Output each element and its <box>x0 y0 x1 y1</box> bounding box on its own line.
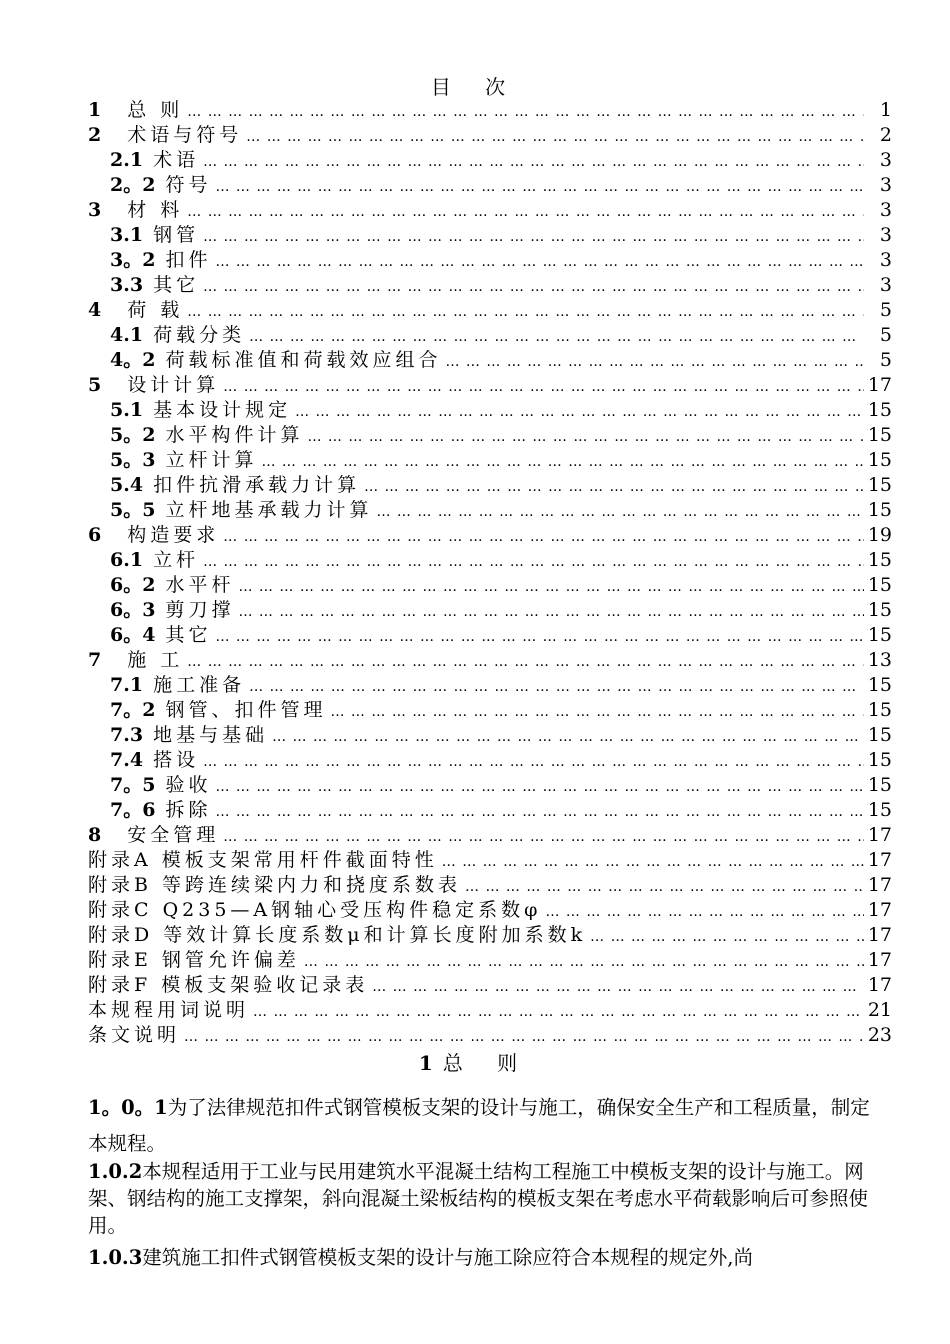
toc-leader-dots <box>442 850 864 873</box>
toc-entry-page: 2 <box>879 124 892 146</box>
toc-entry <box>88 723 892 748</box>
toc-entry-page: 3 <box>879 249 892 271</box>
paragraph-1-0-1 <box>88 1090 888 1162</box>
toc-leader-dots <box>223 375 864 398</box>
toc-leader-dots <box>203 550 864 573</box>
toc-entry-label: 扣件 <box>165 249 212 271</box>
toc-leader-dots <box>295 400 864 423</box>
toc-entry-label: 荷载分类 <box>153 324 246 346</box>
toc-entry-number: 5.1 <box>110 399 144 421</box>
toc-entry-number: 1 <box>88 99 102 121</box>
toc-entry-number: 7.4 <box>110 749 144 771</box>
toc-entry-page: 15 <box>867 499 892 521</box>
toc-leader-dots <box>330 700 863 723</box>
toc-leader-dots <box>215 250 864 273</box>
toc-entry <box>88 973 892 998</box>
toc-entry-label: 安全管理 <box>127 824 220 846</box>
toc-entry-label: 荷 载 <box>127 299 184 321</box>
toc-entry-number: 2 <box>88 124 102 146</box>
toc-entry-label: 钢管 <box>153 224 200 246</box>
toc-entry-label: 附录A 模板支架常用杆件截面特性 <box>88 849 438 871</box>
toc-entry-number: 3。2 <box>110 249 156 271</box>
toc-entry-number: 6.1 <box>110 549 144 571</box>
toc-entry <box>88 898 892 923</box>
toc-entry <box>88 298 892 323</box>
toc-entry-page: 17 <box>867 899 892 921</box>
toc-leader-dots <box>203 225 864 248</box>
toc-leader-dots <box>238 600 863 623</box>
toc-entry-page: 3 <box>879 199 892 221</box>
toc-entry <box>88 448 892 473</box>
toc-entry-page: 15 <box>867 774 892 796</box>
toc-entry-number: 7 <box>88 649 102 671</box>
toc-entry-page: 15 <box>867 549 892 571</box>
toc-entry-label: 符号 <box>165 174 212 196</box>
toc-entry-page: 17 <box>867 924 892 946</box>
toc-entry-number: 4.1 <box>110 324 144 346</box>
toc-leader-dots <box>223 525 864 548</box>
toc-entry-page: 23 <box>867 1024 892 1046</box>
toc-leader-dots <box>249 325 864 348</box>
toc-entry-page: 15 <box>867 724 892 746</box>
toc-entry-page: 15 <box>867 449 892 471</box>
toc-entry-number: 2。2 <box>110 174 156 196</box>
toc-entry-label: 立杆计算 <box>165 449 258 471</box>
toc-entry-page: 21 <box>867 999 892 1021</box>
toc-leader-dots <box>465 875 864 898</box>
toc-leader-dots <box>215 625 863 648</box>
toc-entry-number: 6。2 <box>110 574 156 596</box>
toc-entry <box>88 848 892 873</box>
clause-text: 建筑施工扣件式钢管模板支架的设计与施工除应符合本规程的规定外,尚 <box>142 1246 753 1269</box>
toc-entry-page: 5 <box>879 324 892 346</box>
toc-entry <box>88 498 892 523</box>
toc-title: 目 次 <box>430 75 520 99</box>
toc-entry <box>88 523 892 548</box>
toc-entry-label: 水平杆 <box>165 574 235 596</box>
toc-entry <box>88 373 892 398</box>
toc-entry-number: 6 <box>88 524 102 546</box>
toc-entry-label: 本规程用词说明 <box>88 999 250 1021</box>
clause-number: 1。0。1 <box>88 1096 168 1119</box>
toc-entry-number: 4 <box>88 299 102 321</box>
clause-text: 本规程适用于工业与民用建筑水平混凝土结构工程施工中模板支架的设计与施工。网架、钢结构的施工支撑架，斜向混凝土梁板结构的模板支架在考虑水平荷载影响后可参照使用。 <box>88 1160 869 1237</box>
toc-entry-page: 5 <box>879 349 892 371</box>
clause-number: 1.0.2 <box>88 1160 143 1183</box>
toc-entry <box>88 598 892 623</box>
toc-entry <box>88 148 892 173</box>
toc-entry <box>88 423 892 448</box>
toc-entry-label: 施 工 <box>127 649 184 671</box>
toc-entry-label: 施工准备 <box>153 674 246 696</box>
toc-entry-page: 5 <box>879 299 892 321</box>
toc-entry <box>88 648 892 673</box>
toc-entry-label: 附录B 等跨连续梁内力和挠度系数表 <box>88 874 462 896</box>
toc-entry-label: 附录F 模板支架验收记录表 <box>88 974 369 996</box>
clause-text: 为了法律规范扣件式钢管模板支架的设计与施工，确保安全生产和工程质量，制定本规程。 <box>88 1096 870 1155</box>
toc-entry-label: 附录D 等效计算长度系数μ和计算长度附加系数k <box>88 924 587 946</box>
toc-entry-number: 3 <box>88 199 102 221</box>
toc-entry <box>88 98 892 123</box>
toc-entry-label: 基本设计规定 <box>153 399 292 421</box>
toc-entry-page: 19 <box>867 524 892 546</box>
toc-entry-number: 6。3 <box>110 599 156 621</box>
toc-entry-label: 立杆 <box>153 549 200 571</box>
toc-entry-label: 钢管、扣件管理 <box>165 699 327 721</box>
toc-entry-page: 15 <box>867 799 892 821</box>
toc-entry-page: 17 <box>867 824 892 846</box>
clause-number: 1.0.3 <box>88 1246 143 1269</box>
toc-leader-dots <box>272 725 864 748</box>
toc-entry-number: 8 <box>88 824 102 846</box>
toc-entry-page: 17 <box>867 974 892 996</box>
toc-entry <box>88 998 892 1023</box>
toc-entry-number: 5。5 <box>110 499 156 521</box>
toc-leader-dots <box>215 800 863 823</box>
toc-entry <box>88 673 892 698</box>
toc-entry-label: 剪刀撑 <box>165 599 235 621</box>
toc-entry <box>88 948 892 973</box>
toc-leader-dots <box>249 675 864 698</box>
toc-entry-number: 7。5 <box>110 774 156 796</box>
paragraph-1-0-2 <box>88 1158 888 1239</box>
toc-leader-dots <box>246 125 864 148</box>
toc-entry-number: 7。6 <box>110 799 156 821</box>
toc-leader-dots <box>187 650 864 673</box>
toc-entry-page: 1 <box>879 99 892 121</box>
toc-leader-dots <box>261 450 863 473</box>
table-of-contents <box>88 98 892 1048</box>
toc-entry-page: 15 <box>867 674 892 696</box>
toc-entry-page: 15 <box>867 424 892 446</box>
toc-entry <box>88 473 892 498</box>
toc-entry-page: 17 <box>867 949 892 971</box>
toc-entry-label: 条文说明 <box>88 1024 181 1046</box>
toc-entry-label: 扣件抗滑承载力计算 <box>153 474 361 496</box>
toc-entry-label: 设计计算 <box>127 374 220 396</box>
toc-entry-number: 5。2 <box>110 424 156 446</box>
toc-entry-page: 15 <box>867 699 892 721</box>
toc-entry-label: 附录C Q235—A钢轴心受压构件稳定系数φ <box>88 899 542 921</box>
toc-entry-label: 拆除 <box>165 799 212 821</box>
toc-entry-label: 其它 <box>165 624 212 646</box>
toc-entry-page: 15 <box>867 599 892 621</box>
toc-entry-label: 构造要求 <box>127 524 220 546</box>
toc-entry <box>88 623 892 648</box>
toc-entry-number: 2.1 <box>110 149 144 171</box>
toc-entry-page: 17 <box>867 849 892 871</box>
chapter-title-text: 总 则 <box>442 1051 532 1075</box>
toc-leader-dots <box>590 925 864 948</box>
toc-entry-page: 17 <box>867 374 892 396</box>
toc-entry-number: 5 <box>88 374 102 396</box>
toc-entry-label: 其它 <box>153 274 200 296</box>
toc-entry-page: 3 <box>879 174 892 196</box>
toc-leader-dots <box>184 1025 864 1048</box>
toc-entry-page: 3 <box>879 149 892 171</box>
toc-entry-page: 17 <box>867 874 892 896</box>
toc-entry <box>88 323 892 348</box>
toc-leader-dots <box>203 750 864 773</box>
toc-entry-label: 荷载标准值和荷载效应组合 <box>165 349 442 371</box>
toc-entry-label: 术语与符号 <box>127 124 243 146</box>
toc-entry <box>88 548 892 573</box>
toc-entry-label: 验收 <box>165 774 212 796</box>
toc-entry <box>88 173 892 198</box>
chapter-number: 1 <box>418 1051 433 1075</box>
toc-leader-dots <box>203 150 864 173</box>
toc-entry-page: 13 <box>867 649 892 671</box>
toc-leader-dots <box>445 350 864 373</box>
toc-entry <box>88 223 892 248</box>
toc-entry-number: 3.1 <box>110 224 144 246</box>
toc-entry-page: 15 <box>867 574 892 596</box>
toc-entry <box>88 573 892 598</box>
toc-leader-dots <box>253 1000 864 1023</box>
toc-entry <box>88 748 892 773</box>
toc-entry <box>88 873 892 898</box>
toc-leader-dots <box>372 975 864 998</box>
toc-leader-dots <box>215 175 864 198</box>
toc-entry <box>88 248 892 273</box>
toc-entry-label: 立杆地基承载力计算 <box>165 499 373 521</box>
toc-entry <box>88 273 892 298</box>
toc-entry <box>88 823 892 848</box>
toc-leader-dots <box>215 775 863 798</box>
toc-entry-page: 15 <box>867 474 892 496</box>
toc-entry-page: 15 <box>867 399 892 421</box>
toc-entry-page: 15 <box>867 624 892 646</box>
toc-leader-dots <box>307 425 863 448</box>
toc-leader-dots <box>187 200 864 223</box>
toc-leader-dots <box>364 475 864 498</box>
toc-entry-page: 15 <box>867 749 892 771</box>
toc-entry <box>88 348 892 373</box>
toc-leader-dots <box>304 950 864 973</box>
toc-entry <box>88 123 892 148</box>
toc-entry-label: 地基与基础 <box>153 724 269 746</box>
toc-entry <box>88 698 892 723</box>
paragraph-1-0-3 <box>88 1243 888 1273</box>
toc-entry-label: 附录E 钢管允许偏差 <box>88 949 300 971</box>
toc-entry <box>88 798 892 823</box>
toc-leader-dots <box>223 825 864 848</box>
toc-leader-dots <box>376 500 863 523</box>
toc-entry <box>88 1023 892 1048</box>
toc-leader-dots <box>187 100 864 123</box>
toc-entry-number: 7.3 <box>110 724 144 746</box>
toc-entry <box>88 923 892 948</box>
toc-entry-label: 术语 <box>153 149 200 171</box>
toc-leader-dots <box>187 300 864 323</box>
toc-entry-label: 材 料 <box>127 199 184 221</box>
toc-entry <box>88 773 892 798</box>
toc-entry-number: 5。3 <box>110 449 156 471</box>
toc-entry-number: 5.4 <box>110 474 144 496</box>
toc-entry-label: 总 则 <box>127 99 184 121</box>
toc-entry-label: 水平构件计算 <box>165 424 304 446</box>
toc-entry-page: 3 <box>879 274 892 296</box>
toc-entry-page: 3 <box>879 224 892 246</box>
toc-entry-number: 7.1 <box>110 674 144 696</box>
toc-entry-number: 3.3 <box>110 274 144 296</box>
chapter-heading <box>0 1050 950 1076</box>
toc-entry-number: 4。2 <box>110 349 156 371</box>
toc-entry-number: 7。2 <box>110 699 156 721</box>
toc-leader-dots <box>545 900 863 923</box>
toc-entry <box>88 198 892 223</box>
toc-leader-dots <box>238 575 863 598</box>
toc-entry-number: 6。4 <box>110 624 156 646</box>
toc-entry-label: 搭设 <box>153 749 200 771</box>
toc-entry <box>88 398 892 423</box>
toc-leader-dots <box>203 275 864 298</box>
